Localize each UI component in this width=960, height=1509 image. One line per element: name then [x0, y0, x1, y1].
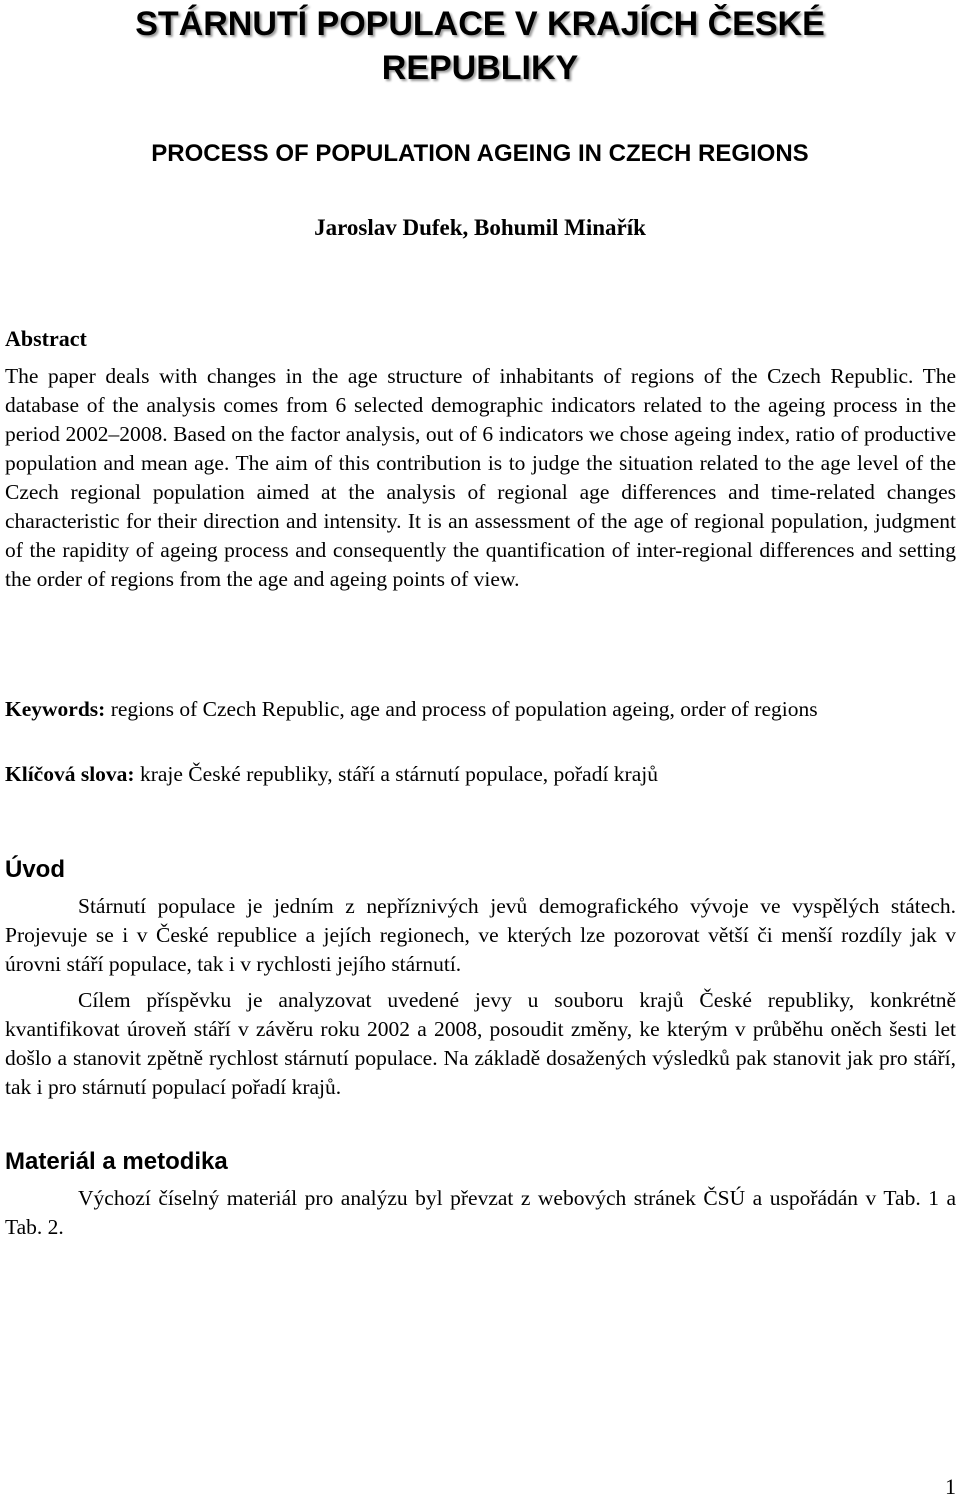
- paper-subtitle: PROCESS OF POPULATION AGEING IN CZECH REGIONS: [151, 140, 809, 167]
- section-heading-metodika: Materiál a metodika: [5, 1148, 228, 1175]
- klicova-slova-text: kraje České republiky, stáří a stárnutí populace, pořadí krajů: [134, 762, 658, 786]
- page-number: 1: [945, 1474, 956, 1499]
- authors: Jaroslav Dufek, Bohumil Minařík: [314, 215, 646, 240]
- section-heading-uvod: Úvod: [5, 856, 65, 883]
- metodika-paragraph: Výchozí číselný materiál pro analýzu byl převzat z webových stránek ČSÚ a uspořádán v Tab. 1 a Tab. 2.: [5, 1186, 956, 1239]
- abstract-heading: Abstract: [5, 326, 87, 351]
- paper-title: STÁRNUTÍ POPULACE V KRAJÍCH ČESKÉ REPUBLIKY: [135, 5, 825, 87]
- abstract-text: The paper deals with changes in the age structure of inhabitants of regions of the Czech Republic. The database of the analysis comes from 6 selected demographic indicators related to the ageing process in the period 2002–2008. Based on the factor analysis, out of 6 indicators we chose ageing index, ratio of productive population and mean age. The aim of this contribution is to judge the situation related to the age level of the Czech regional population aimed at the analysis of regional age differences and time-related changes characteristic for their direction and intensity. It is an assessment of the age of regional population, judgment of the rapidity of ageing process and consequently the quantification of inter-regional differences and setting the order of regions from the age and ageing points of view.: [5, 364, 956, 591]
- klicova-slova: [5, 760, 956, 789]
- keywords-label: Keywords:: [5, 697, 106, 721]
- klicova-slova-label: Klíčová slova:: [5, 762, 135, 786]
- keywords-text: regions of Czech Republic, age and process of population ageing, order of regions: [105, 697, 818, 721]
- uvod-paragraph: Cílem příspěvku je analyzovat uvedené jevy u souboru krajů České republiky, konkrétně kvantifikovat úroveň stáří v závěru roku 2002 a 2008, posoudit změny, ke kterým v průběhu oněch šesti let došlo a stanovit zpětně rychlost stárnutí populace. Na základě dosažených výsledků pak stanovit jak pro stáří, tak i pro stárnutí populací pořadí krajů.: [5, 988, 956, 1099]
- keywords: [5, 695, 956, 724]
- uvod-paragraph: Stárnutí populace je jedním z nepříznivých jevů demografického vývoje ve vyspělých státech. Projevuje se i v České republice a jejích regionech, ve kterých lze pozorovat větší či menší rozdíly jak v úrovni stáří populace, tak i v rychlosti jejího stárnutí.: [5, 894, 956, 976]
